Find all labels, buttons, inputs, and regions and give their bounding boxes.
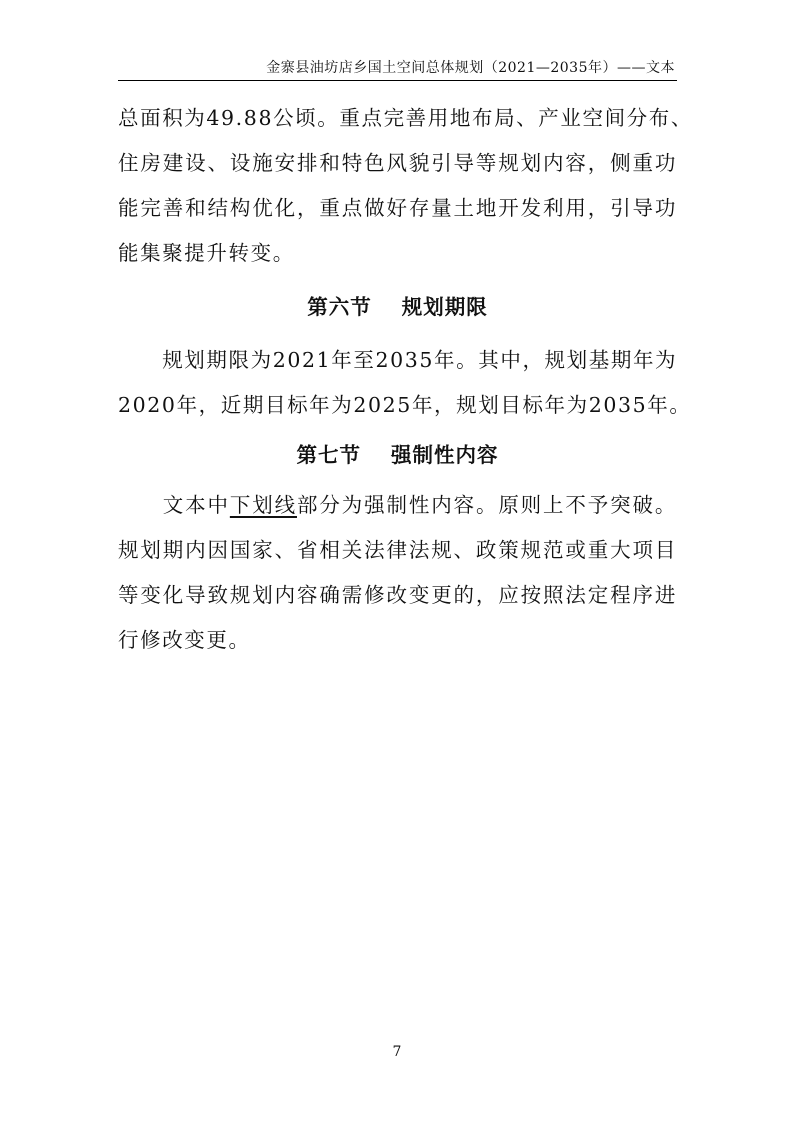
- paragraph-land-use: [118, 96, 693, 276]
- paragraph-line: 能集聚提升转变。: [118, 241, 295, 265]
- paragraph-planning-period: [118, 338, 692, 428]
- page-number: 7: [392, 1044, 402, 1060]
- section-number: 第六节: [307, 295, 372, 319]
- section-number: 第七节: [296, 443, 361, 467]
- header-title: 金寨县油坊店乡国土空间总体规划（2021—2035年）——文本: [266, 60, 675, 76]
- paragraph-line: 2020年，近期目标年为2025年，规划目标年为2035年。: [118, 393, 692, 417]
- paragraph-line: 能完善和结构优化，重点做好存量土地开发利用，引导功: [118, 196, 677, 220]
- paragraph-line: [118, 483, 677, 528]
- paragraph-line: 住房建设、设施安排和特色风貌引导等规划内容，侧重功: [118, 151, 677, 175]
- section-heading-planning-period: [118, 290, 677, 320]
- line-suffix: 部分为强制性内容。原则上不予突破。: [296, 493, 678, 517]
- paragraph-mandatory-content: [118, 483, 677, 663]
- paragraph-line: 等变化导致规划内容确需修改变更的，应按照法定程序进: [118, 583, 677, 607]
- paragraph-line: 规划期限为2021年至2035年。其中，规划基期年为: [118, 348, 678, 372]
- page-header: [118, 54, 677, 81]
- line-prefix: 文本中: [118, 493, 230, 517]
- paragraph-line: 总面积为49.88公顷。重点完善用地布局、产业空间分布、: [118, 106, 693, 130]
- section-title: 规划期限: [401, 295, 488, 319]
- section-title: 强制性内容: [391, 443, 499, 467]
- paragraph-line: 规划期内因国家、省相关法律法规、政策规范或重大项目: [118, 538, 677, 562]
- section-heading-mandatory-content: [118, 438, 677, 468]
- underlined-term: 下划线: [229, 493, 297, 517]
- paragraph-line: 行修改变更。: [118, 628, 251, 652]
